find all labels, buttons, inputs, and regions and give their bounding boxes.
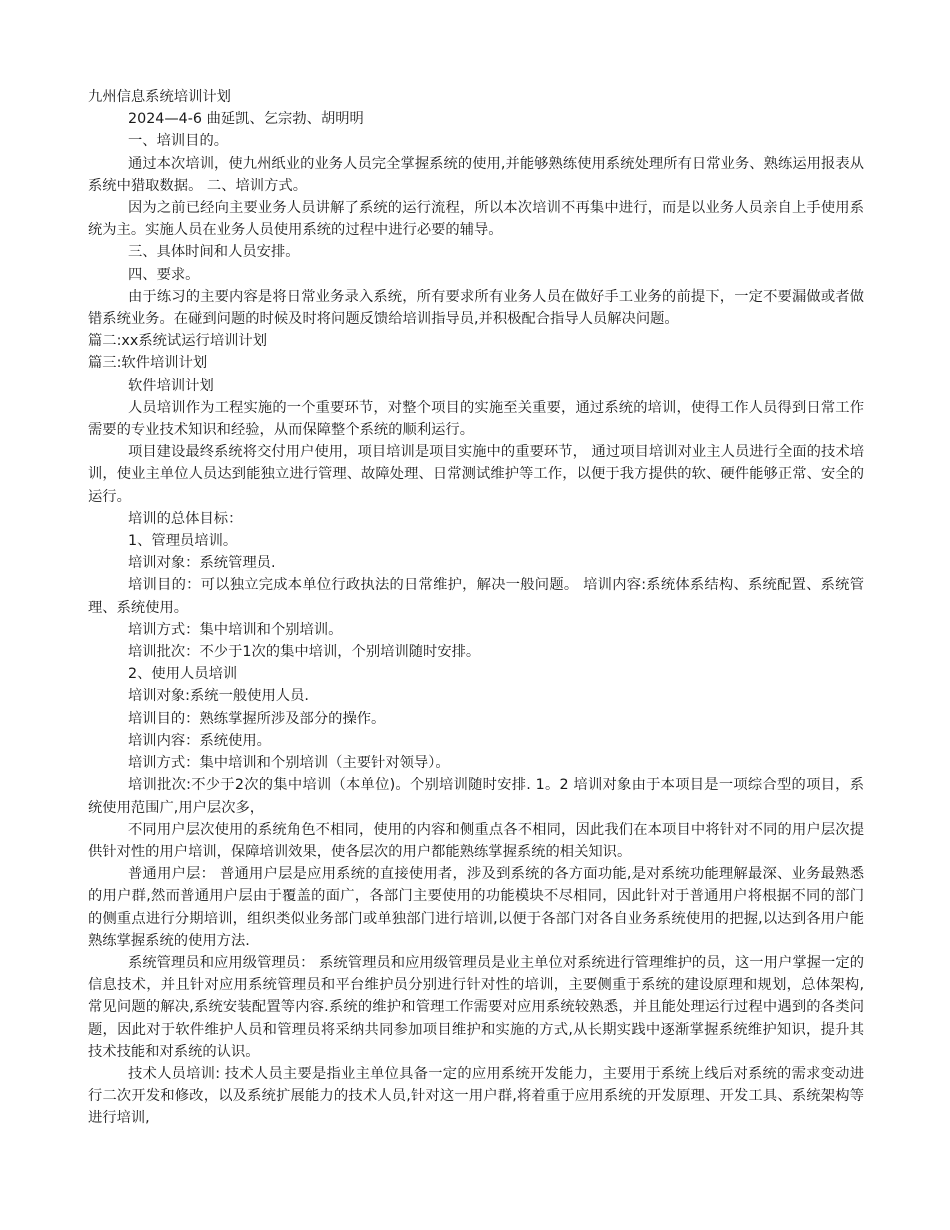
paragraph: 培训批次：不少于1次的集中培训，个别培训随时安排。 — [128, 644, 481, 661]
paragraph: 培训方式：集中培训和个别培训（主要针对领导）。 — [128, 755, 450, 772]
paragraph: 不同用户层次使用的系统角色不相同，使用的内容和侧重点各不相同，因此我们在本项目中将针对不同的用户层次提供针对性的用户培训，保障培训效果，使各层次的用户都能熟练掌握系统的相关知识。 — [88, 821, 864, 860]
chapter-heading: 篇二:xx系统试运行培训计划 — [88, 333, 268, 350]
paragraph: 培训目的：可以独立完成本单位行政执法的日常维护，解决一般问题。 培训内容:系统体系结构、系统配置、系统管理、系统使用。 — [88, 577, 864, 616]
section-heading: 2、使用人员培训 — [128, 666, 238, 683]
section-heading: 四、要求。 — [128, 266, 200, 283]
paragraph: 因为之前已经向主要业务人员讲解了系统的运行流程，所以本次培训不再集中进行，而是以业务人员亲自上手使用系统为主。实施人员在业务人员使用系统的过程中进行必要的辅导。 — [88, 200, 864, 239]
paragraph: 人员培训作为工程实施的一个重要环节，对整个项目的实施至关重要，通过系统的培训，使得工作人员得到日常工作需要的专业技术知识和经验，从而保障整个系统的顺利运行。 — [88, 399, 864, 439]
paragraph: 通过本次培训，使九州纸业的业务人员完全掌握系统的使用,并能够熟练使用系统处理所有日常业务、熟练运用报表从系统中猎取数据。 二、培训方式。 — [88, 155, 864, 194]
paragraph: 由于练习的主要内容是将日常业务录入系统，所有要求所有业务人员在做好手工业务的前提下，一定不要漏做或者做错系统业务。在碰到问题的时候及时将问题反馈给培训指导员,并积极配合指导人员解决问题。 — [88, 288, 864, 328]
subtitle: 软件培训计划 — [128, 377, 214, 394]
paragraph: 培训内容：系统使用。 — [128, 732, 271, 749]
chapter-heading: 篇三:软件培训计划 — [88, 355, 208, 372]
section-heading: 一、培训目的。 — [128, 133, 229, 150]
section-heading: 三、具体时间和人员安排。 — [128, 244, 300, 261]
paragraph: 系统管理员和应用级管理员： 系统管理员和应用级管理员是业主单位对系统进行管理维护的员，这一用户掌握一定的信息技术，并且针对应用系统管理员和平台维护员分别进行针对性的培训，主要侧重于系统的建设原理和规划，总体架构,常见问题的解决,系统安装配置等内容.系统的维护和管理工作需要对应用系统较熟悉，并且能处理运行过程中遇到的各类问题，因此对于软件维护人员和管理员将采纳共同参加项目维护和实施的方式,从长期实践中逐渐掌握系统维护知识，提升其技术技能和对系统的认识。 — [88, 954, 864, 1060]
paragraph: 培训方式：集中培训和个别培训。 — [128, 621, 343, 638]
doc-date-authors: 2024—4-6 曲延凯、乞宗勃、胡明明 — [128, 111, 364, 128]
section-heading: 1、管理员培训。 — [128, 533, 238, 550]
paragraph: 技术人员培训: 技术人员主要是指业主单位具备一定的应用系统开发能力，主要用于系统上线后对系统的需求变动进行二次开发和修改，以及系统扩展能力的技术人员,针对这一用户群,将着重于应用系统的开发原理、开发工具、系统架构等进行培训, — [88, 1065, 864, 1127]
paragraph: 普通用户层： 普通用户层是应用系统的直接使用者，涉及到系统的各方面功能,是对系统功能理解最深、业务最熟悉的用户群,然而普通用户层由于覆盖的面广，各部门主要使用的功能模块不尽相同，因此针对于普通用户将根据不同的部门的侧重点进行分期培训，组织类似业务部门或单独部门进行培训,以便于各部门对各自业务系统使用的把握,以达到各用户能熟练掌握系统的使用方法. — [88, 866, 864, 949]
paragraph: 培训批次:不少于2次的集中培训（本单位)。个别培训随时安排. 1。2 培训对象由于本项目是一项综合型的项目，系统使用范围广,用户层次多， — [88, 777, 864, 816]
paragraph: 培训的总体目标： — [128, 510, 243, 527]
paragraph: 培训对象：系统管理员. — [128, 555, 276, 572]
paragraph: 项目建设最终系统将交付用户使用，项目培训是项目实施中的重要环节， 通过项目培训对业主人员进行全面的技术培训，使业主单位人员达到能独立进行管理、故障处理、日常测试维护等工作，以便于我方提供的软、硬件能够正常、安全的运行。 — [88, 444, 864, 505]
paragraph: 培训对象:系统一般使用人员. — [128, 688, 309, 705]
doc-title: 九州信息系统培训计划 — [88, 89, 231, 105]
document-page — [88, 86, 864, 1130]
paragraph: 培训目的：熟练掌握所涉及部分的操作。 — [128, 710, 386, 727]
